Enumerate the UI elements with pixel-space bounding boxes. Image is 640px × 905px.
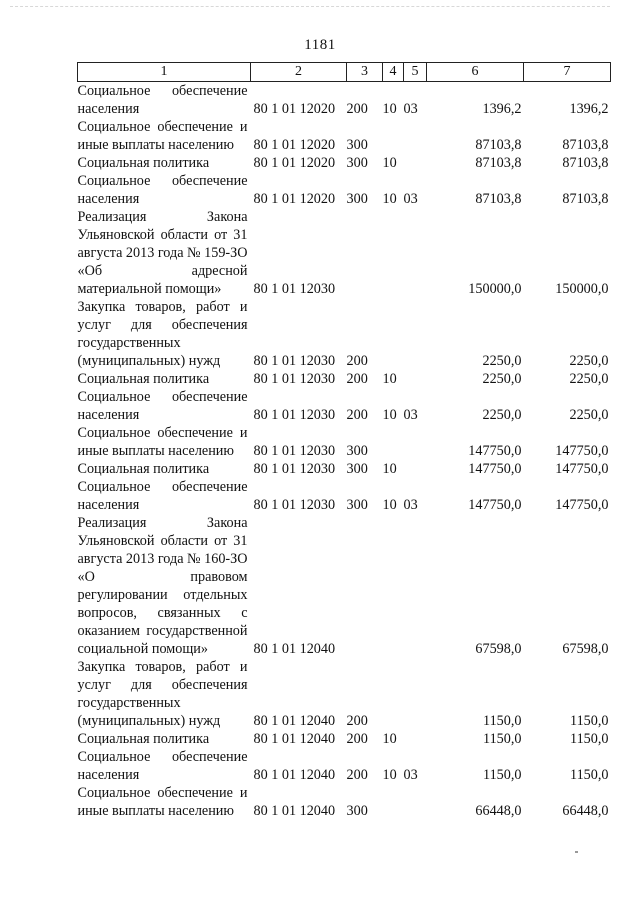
row-section xyxy=(383,784,404,820)
row-type: 200 xyxy=(346,713,368,729)
table-row xyxy=(78,478,611,514)
row-value-2020: 150000,0 xyxy=(555,281,609,297)
row-name: Социальная политика xyxy=(77,155,210,171)
row-name: Реализация Закона Ульяновской области от 31 августа 2013 года № 159-ЗО «Об адресной материальной помощи» xyxy=(77,209,248,297)
row-type: 200 xyxy=(346,101,368,117)
row-name: Социальное обеспечение населения xyxy=(77,479,248,513)
table-header xyxy=(78,63,611,82)
row-value-2020: 1396,2 xyxy=(569,101,609,117)
row-value-2020: 2250,0 xyxy=(569,407,609,423)
table-row xyxy=(78,460,611,478)
row-name: Реализация Закона Ульяновской области от 31 августа 2013 года № 160-ЗО «О правовом регулировании отдельных вопросов, связанных с оказанием государственной социальной помощи» xyxy=(77,515,248,657)
row-section: 10 xyxy=(382,731,397,747)
row-subsection xyxy=(404,460,427,478)
row-section xyxy=(383,208,404,298)
row-subsection xyxy=(404,118,427,154)
table-row xyxy=(78,172,611,208)
row-type xyxy=(347,208,383,298)
row-subsection xyxy=(404,298,427,370)
row-subsection xyxy=(404,370,427,388)
row-value-2019: 66448,0 xyxy=(475,803,522,819)
row-name: Социальное обеспечение населения xyxy=(77,389,248,423)
row-code: 80 1 01 12040 xyxy=(253,731,336,747)
header-col-1: 1 xyxy=(78,63,251,82)
row-code: 80 1 01 12020 xyxy=(253,155,336,171)
row-section: 10 xyxy=(382,461,397,477)
row-subsection xyxy=(404,784,427,820)
row-code: 80 1 01 12040 xyxy=(253,713,336,729)
row-value-2019: 2250,0 xyxy=(482,353,522,369)
row-section xyxy=(383,514,404,658)
row-type: 300 xyxy=(346,443,368,459)
row-value-2020: 87103,8 xyxy=(562,155,609,171)
table-row xyxy=(78,784,611,820)
row-section: 10 xyxy=(382,371,397,387)
row-subsection xyxy=(404,424,427,460)
table-row xyxy=(78,748,611,784)
row-code: 80 1 01 12020 xyxy=(253,101,336,117)
table-row xyxy=(78,154,611,172)
row-code: 80 1 01 12030 xyxy=(253,281,336,297)
row-value-2020: 2250,0 xyxy=(569,353,609,369)
row-code: 80 1 01 12030 xyxy=(253,371,336,387)
header-col-5: 5 xyxy=(404,63,427,82)
row-code: 80 1 01 12020 xyxy=(253,191,336,207)
row-value-2020: 147750,0 xyxy=(555,461,609,477)
row-name: Социальное обеспечение населения xyxy=(77,83,248,117)
row-value-2019: 87103,8 xyxy=(475,137,522,153)
row-name: Социальная политика xyxy=(77,371,210,387)
row-subsection xyxy=(404,514,427,658)
row-section: 10 xyxy=(382,191,397,207)
row-code: 80 1 01 12040 xyxy=(253,803,336,819)
row-value-2019: 1150,0 xyxy=(483,731,522,747)
row-type: 300 xyxy=(346,461,368,477)
row-section xyxy=(383,118,404,154)
row-type: 300 xyxy=(346,191,368,207)
scan-speck xyxy=(575,851,578,853)
row-subsection: 03 xyxy=(403,101,418,117)
row-value-2019: 67598,0 xyxy=(475,641,522,657)
row-section xyxy=(383,658,404,730)
page-number: 1181 xyxy=(304,37,336,53)
row-value-2020: 87103,8 xyxy=(562,191,609,207)
row-subsection: 03 xyxy=(403,767,418,783)
row-type: 200 xyxy=(346,353,368,369)
row-name: Закупка товаров, работ и услуг для обеспечения государственных (муниципальных) нужд xyxy=(77,299,248,369)
row-section: 10 xyxy=(382,767,397,783)
budget-table xyxy=(77,62,611,820)
row-subsection: 03 xyxy=(403,407,418,423)
header-col-7: 7 xyxy=(524,63,611,82)
table-row xyxy=(78,730,611,748)
table-row xyxy=(78,388,611,424)
row-subsection xyxy=(404,658,427,730)
header-col-2: 2 xyxy=(251,63,347,82)
row-value-2020: 67598,0 xyxy=(562,641,609,657)
row-name: Социальная политика xyxy=(77,731,210,747)
row-name: Социальное обеспечение населения xyxy=(77,749,248,783)
row-value-2020: 147750,0 xyxy=(555,497,609,513)
table-body xyxy=(78,82,611,821)
row-type: 200 xyxy=(346,407,368,423)
table-row xyxy=(78,370,611,388)
row-section xyxy=(383,424,404,460)
row-name: Социальное обеспечение населения xyxy=(77,173,248,207)
row-type: 200 xyxy=(346,767,368,783)
row-section: 10 xyxy=(382,155,397,171)
row-value-2019: 1150,0 xyxy=(483,767,522,783)
row-name: Социальная политика xyxy=(77,461,210,477)
row-code: 80 1 01 12040 xyxy=(253,767,336,783)
row-name: Социальное обеспечение и иные выплаты населению xyxy=(77,425,248,459)
row-value-2020: 66448,0 xyxy=(562,803,609,819)
row-name: Закупка товаров, работ и услуг для обеспечения государственных (муниципальных) нужд xyxy=(77,659,248,729)
row-value-2019: 2250,0 xyxy=(482,407,522,423)
row-subsection: 03 xyxy=(403,191,418,207)
row-value-2019: 87103,8 xyxy=(475,155,522,171)
row-type: 300 xyxy=(346,137,368,153)
row-type: 300 xyxy=(346,803,368,819)
row-value-2019: 1150,0 xyxy=(483,713,522,729)
row-value-2020: 1150,0 xyxy=(570,767,609,783)
row-value-2019: 150000,0 xyxy=(468,281,522,297)
row-value-2019: 147750,0 xyxy=(468,497,522,513)
row-type: 300 xyxy=(346,155,368,171)
row-code: 80 1 01 12030 xyxy=(253,461,336,477)
row-subsection xyxy=(404,730,427,748)
row-value-2020: 147750,0 xyxy=(555,443,609,459)
row-type xyxy=(347,514,383,658)
header-col-4: 4 xyxy=(383,63,404,82)
row-subsection xyxy=(404,154,427,172)
scan-artifact-line xyxy=(10,6,610,11)
table-row xyxy=(78,208,611,298)
row-name: Социальное обеспечение и иные выплаты населению xyxy=(77,785,248,819)
table-row xyxy=(78,658,611,730)
row-code: 80 1 01 12020 xyxy=(253,137,336,153)
table-row xyxy=(78,82,611,119)
row-value-2020: 1150,0 xyxy=(570,731,609,747)
row-code: 80 1 01 12030 xyxy=(253,353,336,369)
row-section: 10 xyxy=(382,497,397,513)
table-row xyxy=(78,424,611,460)
row-type: 300 xyxy=(346,497,368,513)
row-section xyxy=(383,298,404,370)
row-value-2020: 1150,0 xyxy=(570,713,609,729)
row-value-2019: 2250,0 xyxy=(482,371,522,387)
row-section: 10 xyxy=(382,407,397,423)
header-col-6: 6 xyxy=(427,63,524,82)
row-code: 80 1 01 12030 xyxy=(253,407,336,423)
table-row xyxy=(78,118,611,154)
row-value-2020: 2250,0 xyxy=(569,371,609,387)
header-col-3: 3 xyxy=(347,63,383,82)
row-code: 80 1 01 12030 xyxy=(253,443,336,459)
row-section: 10 xyxy=(382,101,397,117)
row-code: 80 1 01 12030 xyxy=(253,497,336,513)
row-subsection: 03 xyxy=(403,497,418,513)
row-type: 200 xyxy=(346,371,368,387)
row-value-2019: 147750,0 xyxy=(468,461,522,477)
row-type: 200 xyxy=(346,731,368,747)
row-value-2020: 87103,8 xyxy=(562,137,609,153)
row-value-2019: 1396,2 xyxy=(482,101,522,117)
row-value-2019: 87103,8 xyxy=(475,191,522,207)
row-value-2019: 147750,0 xyxy=(468,443,522,459)
row-name: Социальное обеспечение и иные выплаты населению xyxy=(77,119,248,153)
row-subsection xyxy=(404,208,427,298)
table-row xyxy=(78,298,611,370)
table-row xyxy=(78,514,611,658)
row-code: 80 1 01 12040 xyxy=(253,641,336,657)
